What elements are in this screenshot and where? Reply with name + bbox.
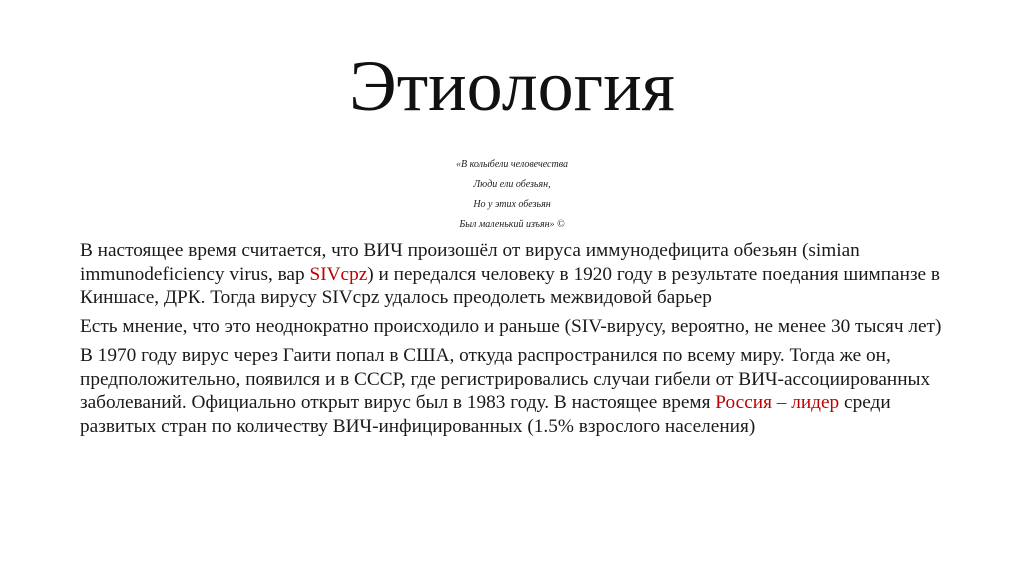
- epigraph-line: «В колыбели человечества: [456, 159, 568, 170]
- paragraph-text: среди развитых стран по количеству ВИЧ-инфицированных (1.5% взрослого населения): [80, 392, 891, 437]
- paragraph-opinion: [80, 315, 960, 339]
- slide-body: [80, 239, 960, 444]
- slide-title: Этиология: [349, 46, 675, 126]
- epigraph-line: Был маленький изъян» ©: [459, 219, 565, 230]
- highlight-text: SIVcpz: [309, 263, 368, 285]
- paragraph-text: В настоящее время считается, что ВИЧ произошёл от вируса иммунодефицита обезьян (simian immunodeficiency virus, вар: [80, 240, 860, 285]
- paragraph-origin: [80, 239, 960, 310]
- paragraph-text: ) и передался человеку в 1920 году в результате поедания шимпанзе в Киншасе, ДРК. Тогда вирусу SIVcpz удалось преодолеть межвидовой барьер: [80, 263, 941, 308]
- epigraph-line: Но у этих обезьян: [473, 199, 551, 210]
- highlight-text: Россия – лидер: [715, 392, 840, 413]
- paragraph-text: Есть мнение, что это неоднократно происходило и раньше (SIV-вирусу, вероятно, не менее 30 тысяч лет): [80, 316, 942, 337]
- paragraph-text: В 1970 году вирус через Гаити попал в США, откуда распространился по всему миру. Тогда же он, предположительно, появился и в СССР, где регистрировались случаи гибели от ВИЧ-ассоциированных заболеваний. Официально открыт вирус был в 1983 году. В настоящее время: [80, 345, 931, 413]
- epigraph-line: Люди ели обезьян,: [473, 179, 551, 190]
- epigraph: [0, 155, 1024, 235]
- paragraph-spread: [80, 344, 960, 438]
